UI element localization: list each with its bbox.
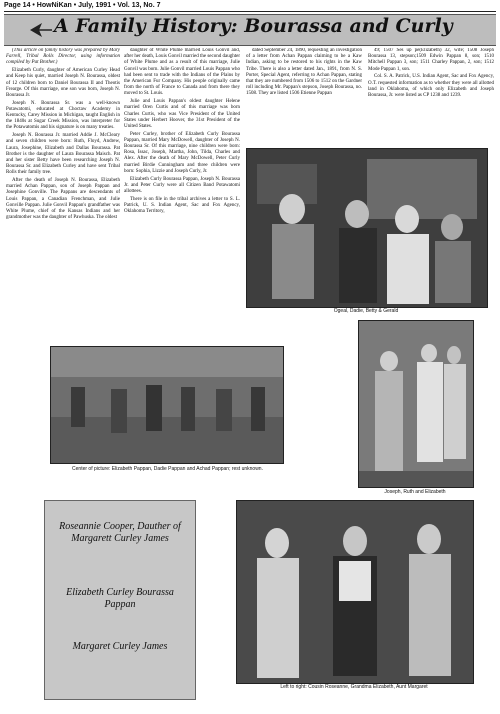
caption-bottom: Left to right: Cousin Roseanne, Grandma Elizabeth, Aunt Margaret bbox=[280, 684, 428, 690]
photo-pappan-group bbox=[50, 346, 284, 464]
column4-paragraph: 49; 1507 Ses up pe(Elizabeth) 32, wife; 1508 Joseph Bourassa 13, stepson;1509 Edwin Pappan 8, son; 1510 Mitchell Pappan 3, son; 1511 Charley Pappan, 2, son; 1512 Mode Pappan 1, son. bbox=[368, 48, 494, 72]
column2-paragraph: daughter of White Plume married Louis Gonvil and, after her death, Louis Gonvil married the second daughter of White Plume and as a result of this marriage, Julie Gonvil was born. Julie Gonvil married Louis Pappan who had been sent to trade with the Indians of the Plains by the American Fur Company. His people originally came from the north of France to Canada and from there they moved to St. Louis. bbox=[124, 48, 240, 97]
column1-paragraph: Joseph N. Bourassa Sr. was a well-known Potawatomi, educated at Choctaw Academy in Kentucky, Carey Mission in Michigan, taught English in the 1840s at Sugar Creek Mission, was interpreter for the Potawatomis and his signature is on many treaties. bbox=[6, 100, 120, 131]
name-panel bbox=[44, 500, 196, 700]
column1-paragraph: After the death of Joseph N. Bourassa, Elizabeth married Achan Pappan, son of Joseph Pappan and Josephine Gonville. The Pappans are descendants of Louis Pappan, a Canadian Frenchman, and Julie Gonville Pappan. Julie Gonvil Pappan's grandfather was White Plume, chief of the Kansas Indians and her grandmother was the daughter of Pawhuska. The oldest bbox=[6, 178, 120, 221]
photo-image bbox=[51, 347, 283, 463]
running-head: Page 14 • HowNiKan • July, 1991 • Vol. 13, No. 7 bbox=[4, 2, 161, 9]
panel-name-elizabeth: Elizabeth Curley Bourassa Pappan bbox=[66, 587, 174, 610]
panel-name-roseannie: Roseannie Cooper, Dauther of Margarett Curley James bbox=[59, 521, 181, 544]
column1-paragraph: Elizabeth Curly, daughter of American Curley Head and Keep his quiet, married Joseph N. Bourassa, oldest of 12 children born to Daniel Bourassa II and Theotis Frearge. Of this marriage, one son was born, Joseph N. Bourassa Jr. bbox=[6, 68, 120, 98]
article-column-1 bbox=[6, 48, 120, 348]
article-column-4 bbox=[368, 48, 494, 144]
article-column-3 bbox=[246, 48, 362, 144]
article-title: A Family History: Bourassa and Curly bbox=[54, 15, 453, 37]
photo-three-women bbox=[236, 500, 474, 684]
column2-paragraph: There is on file in the tribal archives a letter to S. L. Patrick, U. S. Indian Agent, Sac and Fox Agency, Oklahoma Territory, bbox=[124, 196, 240, 215]
caption-middle-left: Center of picture: Elizabeth Pappan, Dadie Pappan and Achad Pappan; rest unknown. bbox=[72, 466, 263, 472]
column1-paragraph: (This article on family history was prepared by Mary Farrell, Tribal Rolls Director, using information compiled by Pat Brother.) bbox=[6, 48, 120, 66]
column1-paragraph: Joseph N. Bourassa Jr. married Addie J. McCleary and seven children were born: Ruth, Floyd, Andrew, Laura, Josephine, Elizabeth and Dallas Bourassa. Pat Brother is the daughter of Laura Bourassa Maisch. Pat and her sister Betty have been researching Joseph N. Bourassa Sr. and Elizabeth Curley and have sent Tribal Rolls their family tree. bbox=[6, 133, 120, 176]
photo-joseph-ruth-elizabeth bbox=[358, 320, 474, 488]
panel-name-margaret: Margaret Curley James bbox=[72, 641, 168, 652]
article-column-2 bbox=[124, 48, 240, 348]
photo-family-group-top bbox=[246, 148, 488, 308]
photo-image bbox=[237, 501, 473, 683]
photo-image bbox=[247, 149, 487, 307]
column2-paragraph: Peter Curley, brother of Elizabeth Curly Bourassa Pappan, married Mary McDowell, daughter of Joseph N. Bourassa Sr. Of this marriage, nine children were born: Rosa, Issac, Joseph, Martha, John, Tilda, Charles and Alex. After the death of Mary McDowell, Peter Curly married Birdie Cunningham and three children were born: Sophia, Lizzie and Joseph Curly, Jr. bbox=[124, 131, 240, 174]
column2-paragraph: Elizabeth Curly Bourassa Pappan, Joseph N. Bourassa Jr. and Peter Curly were all Citizen Band Potawatomi allottees. bbox=[124, 176, 240, 194]
column2-paragraph: Julie and Louis Pappan's oldest daughter Helene married Oren Curtis and of this marriage was born Charles Curtis, who was Vice President of the United States under Herbert Hoover, the 31st President of the United States. bbox=[124, 99, 240, 129]
photo-image bbox=[359, 321, 473, 487]
caption-middle-right: Joseph, Ruth and Elizabeth bbox=[384, 489, 446, 495]
column4-paragraph: Col. S. A. Patrick, U.S. Indian Agent, Sac and Fox Agency, O.T. requested information as to whether they were all allotted land in Oklahoma, of which only Elizabeth and Joseph Bourassa, Jr. were listed as CP 1238 and 1239. bbox=[368, 74, 494, 98]
arrowhead-ornament-icon bbox=[28, 21, 52, 39]
column3-paragraph: dated September 24, 1890, requesting an investigation of a letter from Achan Pappan claiming to be a Kaw Indian, asking to be restored to his rights in the Kaw Tribe. There is also a letter dated Jan., 1891, from N. S. Porter, Special Agent, referring to Achan Pappan, stating that they are numbered from 1506 to 1512 on the Gardner roll including Mr. Pappan's stepson, Joseph Bourassa, no. 1508. They are listed 1506 Etienne Pappan bbox=[246, 48, 362, 97]
header-rule bbox=[4, 11, 496, 12]
caption-top-right: Ogeal, Dadie, Betty & Gerald bbox=[333, 308, 399, 314]
